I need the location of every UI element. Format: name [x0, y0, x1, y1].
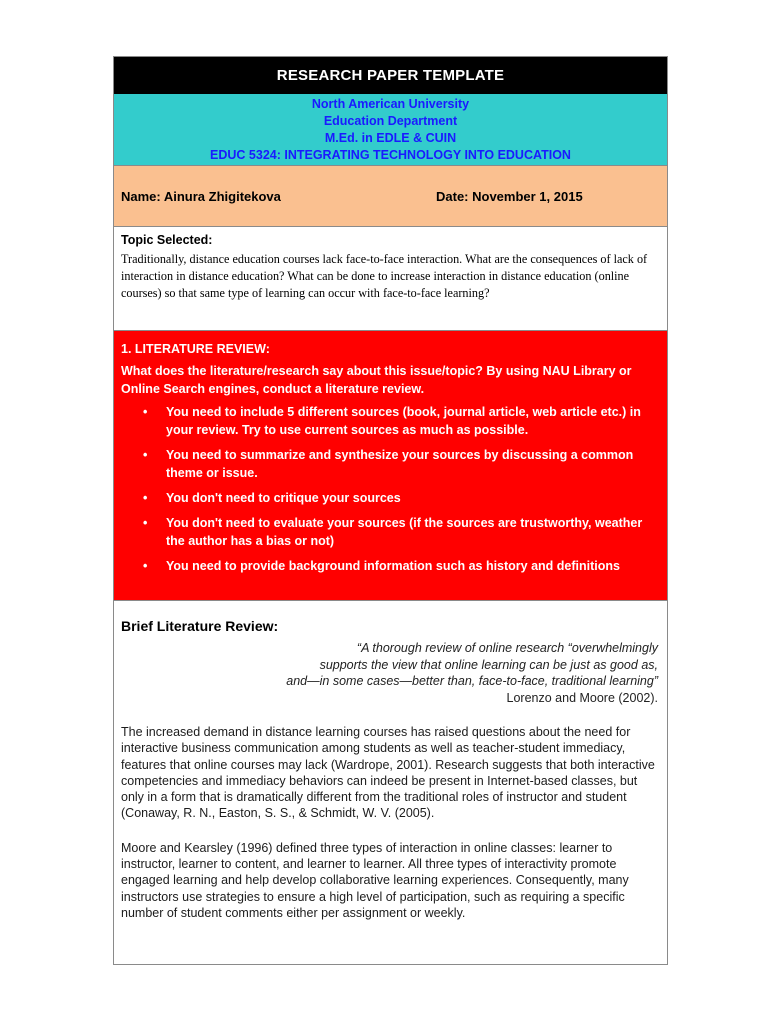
quote-line: and—in some cases—better than, face-to-face, traditional learning”: [286, 674, 658, 688]
course-name: EDUC 5324: INTEGRATING TECHNOLOGY INTO EDUCATION: [210, 148, 571, 162]
student-name: Name: Ainura Zhigitekova: [121, 188, 281, 204]
list-item: • You need to summarize and synthesize your sources by discussing a common theme or issue.: [143, 448, 634, 480]
student-info-row: [114, 165, 667, 227]
institution-header: [114, 94, 667, 165]
list-item: • You don't need to evaluate your sources (if the sources are trustworthy, weather the author has a bias or not): [143, 516, 643, 548]
literature-review-instructions: [114, 331, 667, 601]
bullet-icon: •: [143, 516, 148, 530]
literature-question: What does the literature/research say about this issue/topic? By using NAU Library or Online Search engines, conduct a literature review.: [121, 364, 632, 396]
bullet-icon: •: [143, 559, 148, 573]
list-item: • You need to include 5 different sources (book, journal article, web article etc.) in your review. Try to use current sources as much as possible.: [143, 405, 641, 437]
research-paper-template: [113, 56, 668, 965]
university-name: North American University: [311, 97, 470, 111]
list-item: • You don't need to critique your sources: [143, 491, 401, 505]
review-title: Brief Literature Review:: [121, 618, 279, 634]
instruction-list: [121, 403, 659, 575]
topic-section: [114, 227, 667, 331]
literature-heading: 1. LITERATURE REVIEW:: [121, 342, 270, 356]
program-name: M.Ed. in EDLE & CUIN: [324, 131, 457, 145]
review-paragraph: Moore and Kearsley (1996) defined three types of interaction in online classes: learner to instructor, learner to content, and learner to learner. All three types of interactivity promote engaged learning and help develop collaborative learning experiences. Consequently, many instructors use strategies to ensure a high level of participation, such as requiring a specific number of student comments either per assignment or weekly.: [121, 840, 629, 920]
quote-author: Lorenzo and Moore (2002).: [506, 690, 658, 705]
quote-line: supports the view that online learning can be just as good as,: [319, 657, 658, 672]
topic-label: Topic Selected:: [121, 233, 213, 247]
bullet-icon: •: [143, 405, 148, 419]
submission-date: Date: November 1, 2015: [436, 188, 583, 204]
brief-literature-review: [114, 601, 667, 964]
bullet-icon: •: [143, 448, 148, 462]
review-paragraph: The increased demand in distance learning courses has raised questions about the need for interactive business communication among students as well as teacher-student immediacy, features that online courses may lack (Wardrope, 2001). Research suggests that both interactive competencies and immediacy behaviors can indeed be present in Internet-based classes, but only in a form that is dramatically different from the traditional roles of instructor and student (Conaway, R. N., Easton, S. S., & Schmidt, W. V. (2005).: [121, 725, 655, 821]
list-item: • You need to provide background information such as history and definitions: [143, 559, 620, 573]
topic-text: Traditionally, distance education courses lack face-to-face interaction. What are the consequences of lack of interaction in distance education? What can be done to increase interaction in distance education (online courses) so that same type of learning can occur with face-to-face learning?: [121, 252, 648, 300]
department-name: Education Department: [323, 114, 458, 128]
bullet-icon: •: [143, 491, 148, 505]
quote-line: “A thorough review of online research “overwhelmingly: [356, 641, 658, 655]
page-title: RESEARCH PAPER TEMPLATE: [114, 57, 667, 94]
review-quote: [121, 640, 659, 706]
